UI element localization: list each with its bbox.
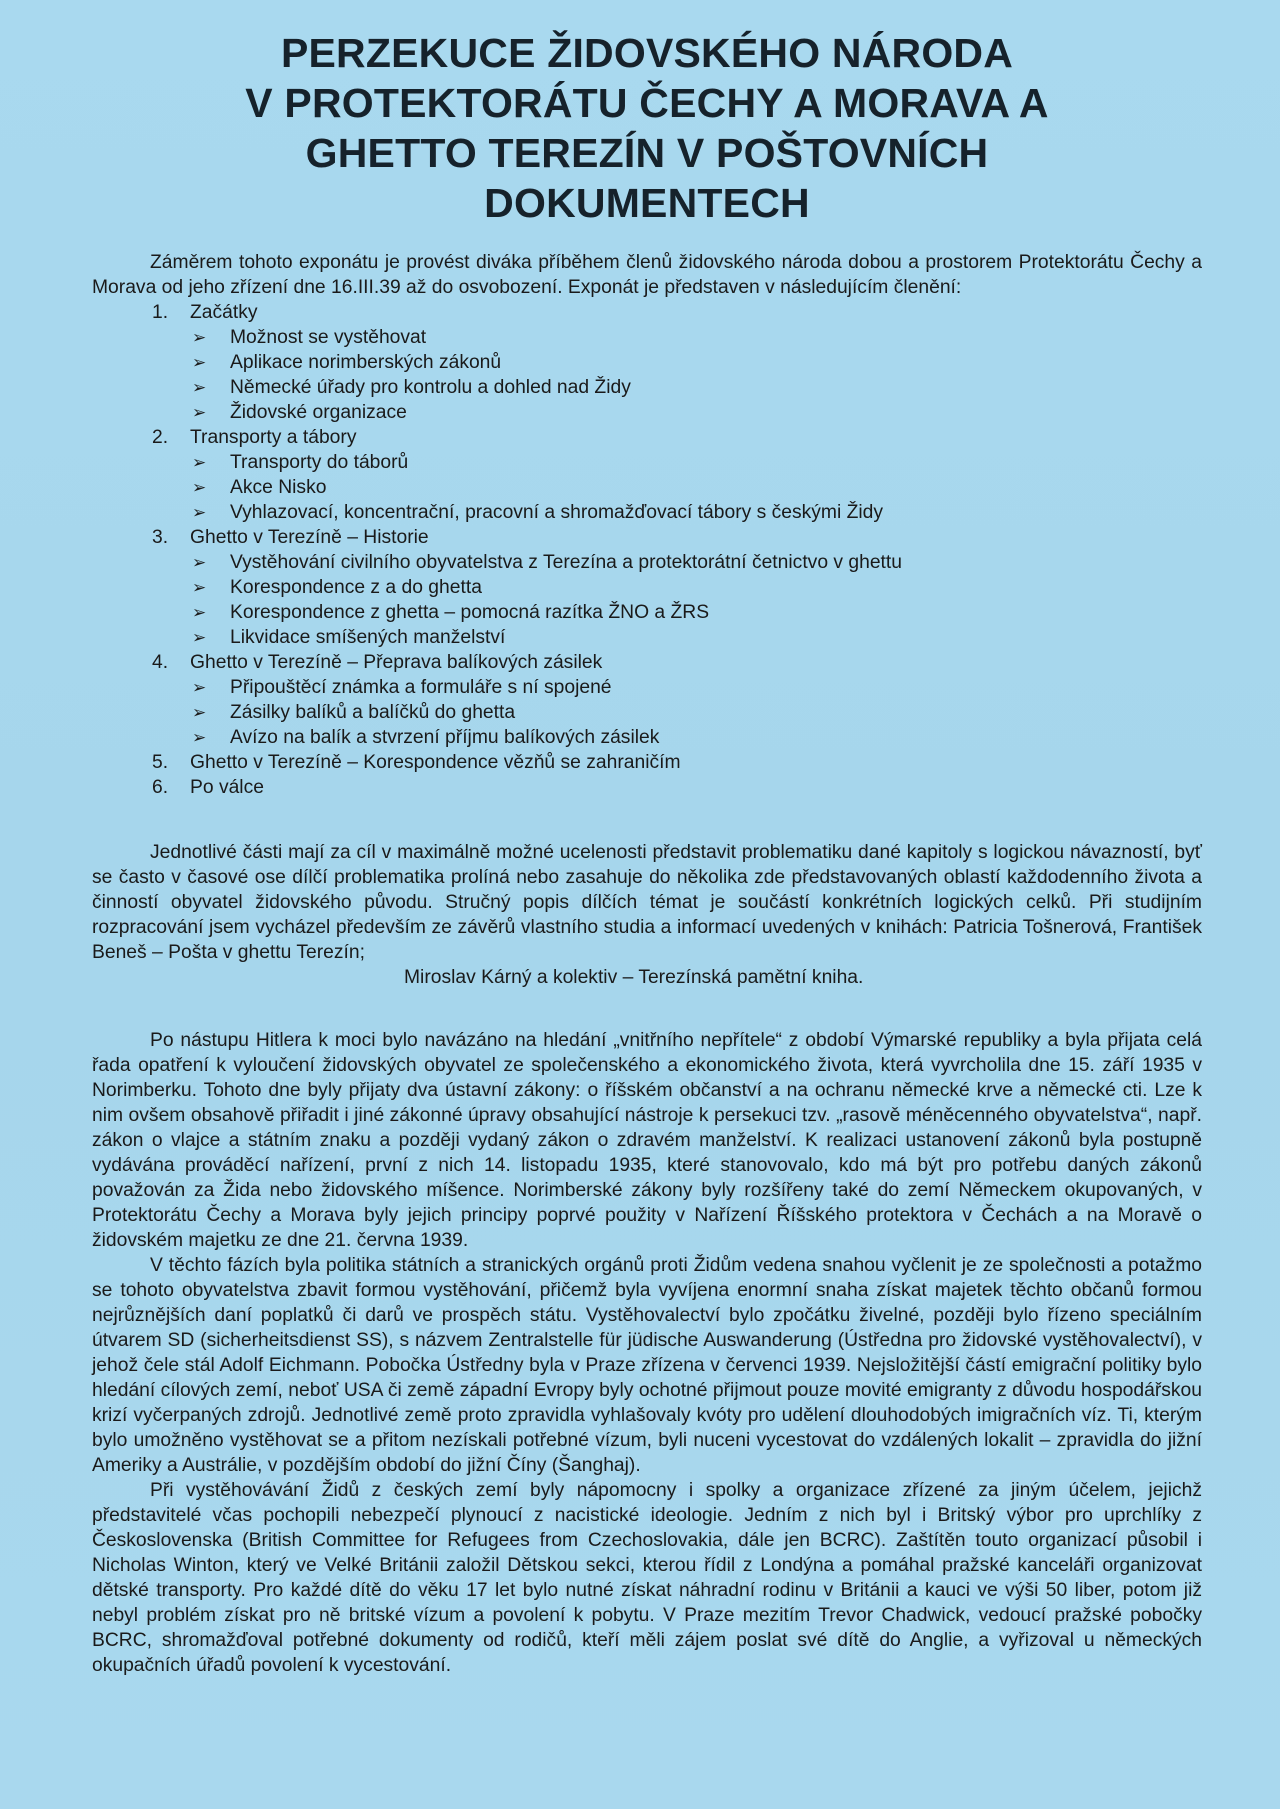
spacer <box>92 800 1202 840</box>
subitem-text: Židovské organizace <box>230 402 407 423</box>
section-label: Po válce <box>190 777 264 798</box>
subitem-text: Německé úřady pro kontrolu a dohled nad Židy <box>230 377 631 398</box>
subitem-text: Akce Nisko <box>230 477 327 498</box>
subitem-text: Připouštěcí známka a formuláře s ní spojené <box>230 677 612 698</box>
section-label: Ghetto v Terezíně – Přeprava balíkových zásilek <box>190 652 603 673</box>
page-title <box>92 28 1202 228</box>
arrow-bullet-icon: ➢ <box>192 678 207 697</box>
outline-subitem <box>190 600 1202 625</box>
section-subitems <box>152 450 1202 525</box>
arrow-bullet-icon: ➢ <box>192 553 207 572</box>
outline-subitem <box>190 475 1202 500</box>
section-subitems <box>152 675 1202 750</box>
title-line-3: GHETTO TEREZÍN V POŠTOVNÍCH <box>305 130 989 176</box>
hitler-paragraph: Po nástupu Hitlera k moci bylo navázáno na hledání „vnitřního nepřítele“ z období Výmarské republiky a byla přijata celá řada opatření k vyloučení židovských obyvatel ze společenského a ekonomického života, která vyvrcholila dne 15. září 1935 v Norimberku. Tohoto dne byly přijaty dva ústavní zákony: o říšském občanství a na ochranu německé krve a německé cti. Lze k nim ovšem obsahově přiřadit i jiné zákonné úpravy obsahující nástroje k persekuci tzv. „rasově méněcenného obyvatelstva“, např. zákon o vlajce a státním znaku a později vydaný zákon o zdravém manželství. K realizaci ustanovení zákonů byla postupně vydávána prováděcí nařízení, první z nich 14. listopadu 1935, které stanovovalo, kdo má být pro potřebu daných zákonů považován za Žida nebo židovského míšence. Norimberské zákony byly rozšířeny také do zemí Německem okupovaných, v Protektorátu Čechy a Morava byly jejich principy poprvé použity v Nařízení Říšského protektora v Čechách a na Moravě o židovském majetku ze dne 21. června 1939. <box>92 1030 1202 1251</box>
arrow-bullet-icon: ➢ <box>192 403 207 422</box>
subitem-text: Korespondence z ghetta – pomocná razítka ŽNO a ŽRS <box>230 602 710 623</box>
exhibit-outline <box>92 300 1202 800</box>
outline-section <box>92 750 1202 775</box>
outline-subitem <box>190 350 1202 375</box>
parts-paragraph: Jednotlivé části mají za cíl v maximálně možné ucelenosti představit problematiku dané kapitoly s logickou návazností, byť se často v časové ose dílčí problematika prolíná nebo zasahuje do několika zde představovaných oblastí každodenního života a činností obyvatel židovského původu. Stručný popis dílčích témat je součástí konkrétních logických celků. Při studijním rozpracování jsem vycházel především ze závěrů vlastního studia a informací uvedených v knihách: Patricia Tošnerová, František Beneš – Pošta v ghettu Terezín; <box>92 842 1202 963</box>
arrow-bullet-icon: ➢ <box>192 478 207 497</box>
arrow-bullet-icon: ➢ <box>192 503 207 522</box>
subitem-text: Aplikace norimberských zákonů <box>230 352 502 373</box>
outline-subitem <box>190 575 1202 600</box>
outline-section <box>92 775 1202 800</box>
subitem-text: Vystěhování civilního obyvatelstva z Terezína a protektorátní četnictvo v ghettu <box>230 552 902 573</box>
section-label: Začátky <box>190 302 258 323</box>
section-label: Ghetto v Terezíně – Korespondence vězňů se zahraničím <box>190 752 681 773</box>
subitem-text: Avízo na balík a stvrzení příjmu balíkových zásilek <box>230 727 660 748</box>
section-subitems <box>152 550 1202 650</box>
section-number: 1. <box>152 302 169 323</box>
section-number: 5. <box>152 752 169 773</box>
subitem-text: Korespondence z a do ghetta <box>230 577 482 598</box>
subitem-text: Zásilky balíků a balíčků do ghetta <box>230 702 516 723</box>
emigration-paragraph: Při vystěhovávání Židů z českých zemí byly nápomocny i spolky a organizace zřízené za jiným účelem, jejichž představitelé včas pochopili nebezpečí plynoucí z nacistické ideologie. Jedním z nich byl i Britský výbor pro uprchlíky z Československa (British Committee for Refugees from Czechoslovakia, dále jen BCRC). Zaštítěn touto organizací působil i Nicholas Winton, který ve Velké Británii založil Dětskou sekci, kterou řídil z Londýna a pomáhal pražské kanceláři organizovat dětské transporty. Pro každé dítě do věku 17 let bylo nutné získat náhradní rodinu v Británii a kauci ve výši 50 liber, potom již nebyl problém získat pro ně britské vízum a povolení k pobytu. V Praze mezitím Trevor Chadwick, vedoucí pražské pobočky BCRC, shromažďoval potřebné dokumenty od rodičů, kteří měli zájem poslat své dítě do Anglie, a vyřizoval u německých okupačních úřadů povolení k vycestování. <box>92 1480 1202 1676</box>
outline-subitem <box>190 625 1202 650</box>
phases-paragraph: V těchto fázích byla politika státních a stranických orgánů proti Židům vedena snahou vyčlenit je ze společnosti a potažmo se tohoto obyvatelstva zbavit formou vystěhování, přičemž byla vyvíjena enormní snaha získat majetek těchto občanů formou nejrůznějších daní poplatků či darů ve prospěch státu. Vystěhovalectví bylo zpočátku živelné, později bylo řízeno speciálním útvarem SD (sicherheitsdienst SS), s názvem Zentralstelle für jüdische Auswanderung (Ústředna pro židovské vystěhovalectví), v jehož čele stál Adolf Eichmann. Pobočka Ústředny byla v Praze zřízena v červenci 1939. Nejsložitější částí emigrační politiky bylo hledání cílových zemí, neboť USA či země západní Evropy byly ochotné přijmout pouze movité emigranty z důvodu hospodářskou krizí vyčerpaných zdrojů. Jednotlivé země proto zpravidla vyhlašovaly kvóty pro udělení dlouhodobých imigračních víz. Ti, kterým bylo umožněno vystěhovat se a přitom nezískali potřebné vízum, byli nuceni vycestovat do vzdálených lokalit – zpravidla do jižní Ameriky a Austrálie, v pozdějším období do jižní Číny (Šanghaj). <box>92 1255 1202 1476</box>
outline-section <box>92 650 1202 750</box>
arrow-bullet-icon: ➢ <box>192 378 207 397</box>
outline-subitem <box>190 700 1202 725</box>
outline-subitem <box>190 450 1202 475</box>
outline-subitem <box>190 725 1202 750</box>
subitem-text: Vyhlazovací, koncentrační, pracovní a shromažďovací tábory s českými Židy <box>230 502 884 523</box>
section-label: Ghetto v Terezíně – Historie <box>190 527 429 548</box>
arrow-bullet-icon: ➢ <box>192 328 207 347</box>
arrow-bullet-icon: ➢ <box>192 353 207 372</box>
subitem-text: Likvidace smíšených manželství <box>230 627 506 648</box>
title-line-4: DOKUMENTECH <box>484 180 810 226</box>
section-number: 4. <box>152 652 169 673</box>
outline-section <box>92 300 1202 425</box>
section-number: 6. <box>152 777 169 798</box>
outline-subitem <box>190 675 1202 700</box>
outline-section <box>92 425 1202 525</box>
arrow-bullet-icon: ➢ <box>192 578 207 597</box>
section-label: Transporty a tábory <box>190 427 357 448</box>
outline-subitem <box>190 325 1202 350</box>
subitem-text: Možnost se vystěhovat <box>230 327 427 348</box>
title-line-1: PERZEKUCE ŽIDOVSKÉHO NÁRODA <box>280 30 1014 76</box>
arrow-bullet-icon: ➢ <box>192 728 207 747</box>
outline-subitem <box>190 400 1202 425</box>
title-line-2: V PROTEKTORÁTU ČECHY A MORAVA A <box>245 80 1049 126</box>
subitem-text: Transporty do táborů <box>230 452 409 473</box>
outline-subitem <box>190 500 1202 525</box>
intro-paragraph: Záměrem tohoto exponátu je provést diváka příběhem členů židovského národa dobou a prostorem Protektorátu Čechy a Morava od jeho zřízení dne 16.III.39 až do osvobození. Exponát je představen v následujícím členění: <box>92 252 1202 298</box>
spacer <box>92 990 1202 1028</box>
source-book-2: Miroslav Kárný a kolektiv – Terezínská pamětní kniha. <box>404 967 864 988</box>
arrow-bullet-icon: ➢ <box>192 603 207 622</box>
outline-subitem <box>190 375 1202 400</box>
arrow-bullet-icon: ➢ <box>192 628 207 647</box>
arrow-bullet-icon: ➢ <box>192 453 207 472</box>
section-subitems <box>152 325 1202 425</box>
section-number: 3. <box>152 527 169 548</box>
outline-subitem <box>190 550 1202 575</box>
outline-section <box>92 525 1202 650</box>
arrow-bullet-icon: ➢ <box>192 703 207 722</box>
section-number: 2. <box>152 427 169 448</box>
